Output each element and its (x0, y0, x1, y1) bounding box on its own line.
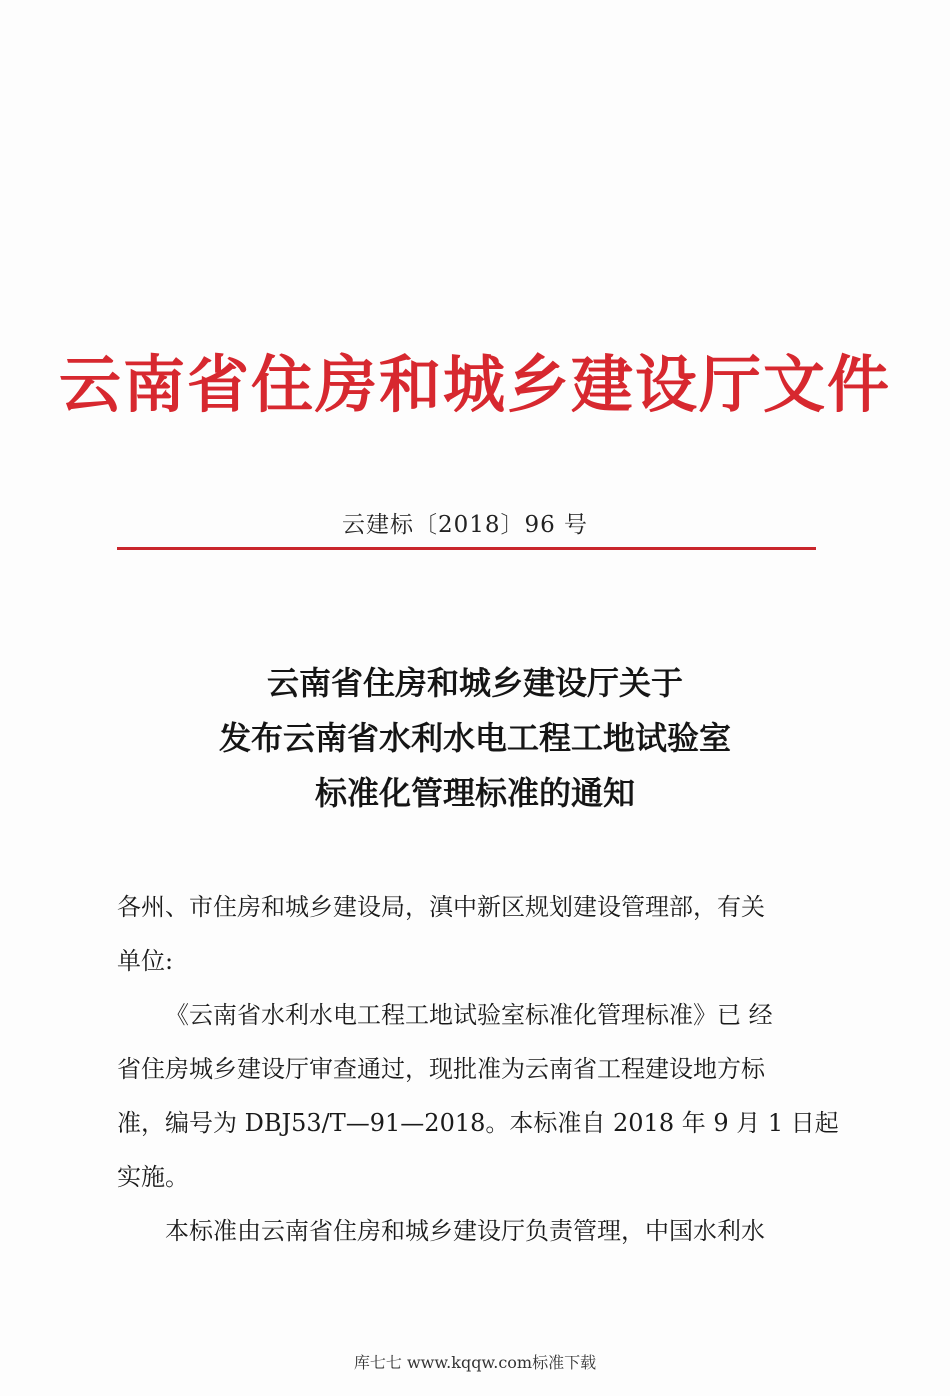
paragraph-line: 实施。 (117, 1163, 189, 1191)
page-footer: 库七七 www.kqqw.com标准下载 (353, 1353, 597, 1372)
paragraph-line: 本标准由云南省住房和城乡建设厅负责管理，中国水利水 (165, 1217, 765, 1245)
document-number: 云建标〔2018〕96 号 (341, 512, 589, 538)
notice-title-line: 标准化管理标准的通知 (314, 774, 635, 812)
notice-title-line: 云南省住房和城乡建设厅关于 (266, 664, 683, 702)
paragraph-line: 省住房城乡建设厅审查通过，现批准为云南省工程建设地方标 (117, 1055, 765, 1083)
issuer-masthead: 云南省住房和城乡建设厅文件 (58, 348, 891, 421)
red-divider (117, 547, 816, 550)
paragraph-line: 准，编号为 DBJ53/T—91—2018。本标准自 2018 年 9 月 1 日起 (117, 1109, 839, 1137)
notice-title-line: 发布云南省水利水电工程工地试验室 (218, 719, 731, 757)
addressee-line: 单位: (117, 947, 174, 975)
notice-title (0, 656, 950, 821)
addressee-line: 各州、市住房和城乡建设局，滇中新区规划建设管理部，有关 (117, 893, 765, 921)
paragraph-line: 《云南省水利水电工程工地试验室标准化管理标准》已 经 (165, 1001, 773, 1029)
notice-body (117, 880, 839, 1258)
